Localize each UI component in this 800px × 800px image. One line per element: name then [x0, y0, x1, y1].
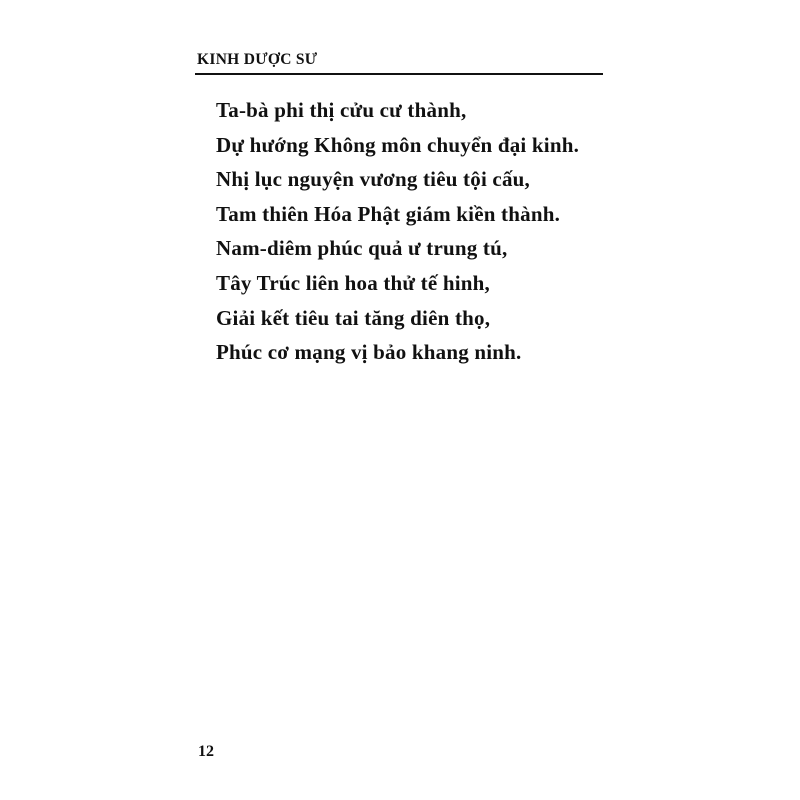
verse-line: Tam thiên Hóa Phật giám kiền thành. [216, 201, 561, 226]
verse-line: Ta-bà phi thị cửu cư thành, [216, 98, 467, 122]
verse-line: Nam-diêm phúc quả ư trung tú, [216, 236, 508, 261]
verse-line: Nhị lục nguyện vương tiêu tội cấu, [216, 167, 530, 192]
verse-line: Dự hướng Không môn chuyển đại kinh. [216, 132, 580, 157]
verse-line: Phúc cơ mạng vị bảo khang ninh. [216, 340, 522, 365]
running-title: KINH DƯỢC SƯ [197, 51, 318, 68]
header-rule [195, 73, 603, 75]
verse-line: Tây Trúc liên hoa thử tế hinh, [216, 270, 490, 295]
verse-block [216, 93, 579, 370]
verse-line: Giải kết tiêu tai tăng diên thọ, [216, 305, 491, 330]
page-number: 12 [198, 743, 214, 760]
